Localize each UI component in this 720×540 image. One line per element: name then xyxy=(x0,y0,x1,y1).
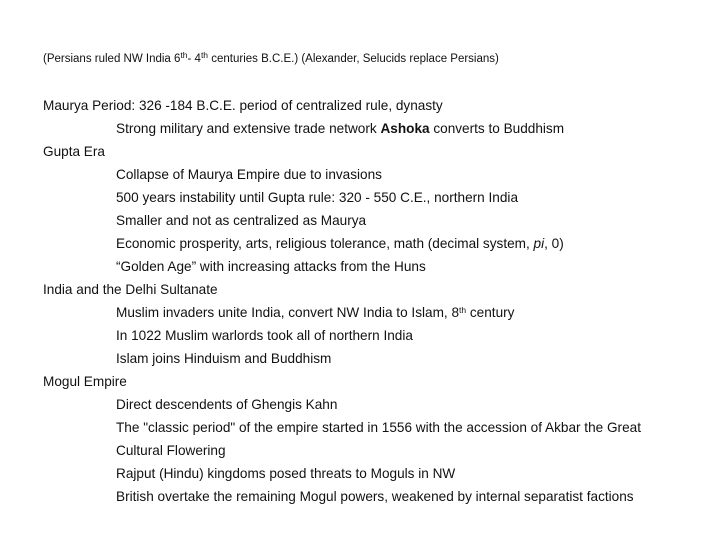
gupta-econ-suffix: , 0) xyxy=(544,236,564,251)
intro-sup-1: th xyxy=(180,50,188,60)
gupta-item: 500 years instability until Gupta rule: 320 - 550 C.E., northern India xyxy=(116,190,518,205)
maurya-heading: Maurya Period: 326 -184 B.C.E. period of centralized rule, dynasty xyxy=(43,98,443,113)
ashoka-name: Ashoka xyxy=(380,121,430,136)
maurya-item-suffix: converts to Buddhism xyxy=(429,121,565,136)
gupta-econ-text: Economic prosperity, arts, religious tolerance, math (decimal system, xyxy=(116,236,534,251)
delhi-item: Islam joins Hinduism and Buddhism xyxy=(116,351,332,366)
gupta-item: “Golden Age” with increasing attacks from the Huns xyxy=(116,259,426,274)
gupta-heading: Gupta Era xyxy=(43,144,105,159)
intro-note xyxy=(43,50,499,65)
mogul-heading: Mogul Empire xyxy=(43,374,127,389)
intro-sup-2: th xyxy=(200,50,209,60)
mogul-item: British overtake the remaining Mogul powers, weakened by internal separatist factions xyxy=(116,489,634,504)
delhi-item-sup: th xyxy=(459,305,467,315)
mogul-item: The "classic period" of the empire started in 1556 with the accession of Akbar the Great xyxy=(116,420,641,435)
intro-text-1: (Persians ruled NW India 6 xyxy=(43,53,181,65)
delhi-item xyxy=(43,301,713,324)
gupta-item: Collapse of Maurya Empire due to invasions xyxy=(116,167,382,182)
delhi-item-suffix: century xyxy=(466,305,515,320)
gupta-item: Smaller and not as centralized as Maurya xyxy=(116,213,367,228)
intro-text-2: - 4 xyxy=(187,53,201,65)
delhi-item: In 1022 Muslim warlords took all of northern India xyxy=(116,328,413,343)
mogul-item: Cultural Flowering xyxy=(116,443,226,458)
delhi-item-text: Muslim invaders unite India, convert NW India to Islam, 8 xyxy=(116,305,460,320)
outline xyxy=(43,94,713,508)
delhi-heading: India and the Delhi Sultanate xyxy=(43,282,218,297)
mogul-item: Rajput (Hindu) kingdoms posed threats to Moguls in NW xyxy=(116,466,456,481)
intro-text-3: centuries B.C.E.) (Alexander, Selucids replace Persians) xyxy=(208,53,499,65)
maurya-item xyxy=(43,117,713,140)
mogul-item: Direct descendents of Ghengis Kahn xyxy=(116,397,338,412)
maurya-item-text: Strong military and extensive trade network xyxy=(116,121,381,136)
gupta-item xyxy=(43,232,713,255)
gupta-econ-pi: pi xyxy=(533,236,545,251)
